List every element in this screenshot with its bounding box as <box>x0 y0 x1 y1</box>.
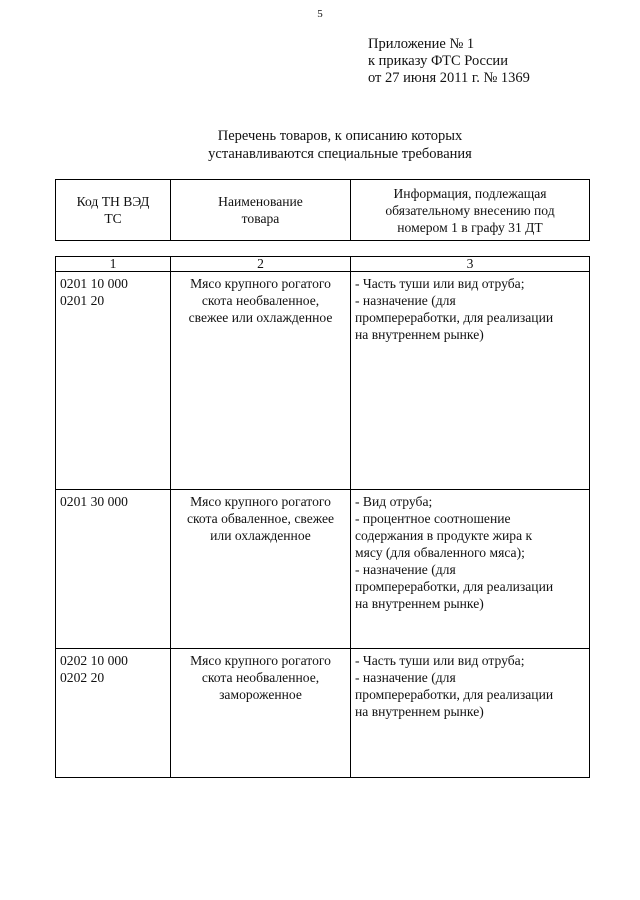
name-text: свежее или охлажденное <box>188 310 333 325</box>
code-text: 0201 30 000 <box>60 494 128 509</box>
info-text: содержания в продукте жира к <box>355 528 533 543</box>
header-name <box>171 180 351 241</box>
header-code <box>56 180 171 241</box>
appendix-block <box>368 36 530 87</box>
header-row <box>56 180 590 241</box>
column-number: 1 <box>56 257 171 272</box>
page-number: 5 <box>317 8 323 20</box>
info-text: промпереработки, для реализации <box>355 579 554 594</box>
info-text: на внутреннем рынке) <box>355 596 484 611</box>
info-cell <box>351 272 590 490</box>
header-text: Информация, подлежащая <box>393 185 547 201</box>
name-cell <box>171 490 351 649</box>
code-text: 0201 20 <box>60 293 105 308</box>
table-row <box>56 490 590 649</box>
appendix-line: Приложение № 1 <box>368 36 475 52</box>
name-text: замороженное <box>219 687 302 702</box>
name-text: Мясо крупного рогатого <box>190 276 331 291</box>
info-text: - процентное соотношение <box>355 511 511 526</box>
info-text: - назначение (для <box>355 562 456 577</box>
info-text: промпереработки, для реализации <box>355 310 554 325</box>
header-text: обязательному внесению под <box>385 202 555 218</box>
document-title <box>140 127 540 163</box>
info-text: - Часть туши или вид отруба; <box>355 653 525 668</box>
code-cell <box>56 272 171 490</box>
code-text: 0202 20 <box>60 670 105 685</box>
name-text: или охлажденное <box>210 528 311 543</box>
header-info <box>351 180 590 241</box>
header-table <box>55 179 590 241</box>
name-text: Мясо крупного рогатого <box>190 494 331 509</box>
info-text: - Вид отруба; <box>355 494 433 509</box>
info-text: - назначение (для <box>355 670 456 685</box>
column-number: 2 <box>171 257 351 272</box>
name-cell <box>171 272 351 490</box>
code-cell <box>56 490 171 649</box>
column-number-row <box>56 257 590 272</box>
name-cell <box>171 649 351 778</box>
info-text: на внутреннем рынке) <box>355 327 484 342</box>
info-text: мясу (для обваленного мяса); <box>355 545 525 560</box>
goods-table <box>55 256 590 778</box>
name-text: скота обваленное, свежее <box>186 511 335 526</box>
header-text: ТС <box>104 211 122 226</box>
name-text: скота необваленное, <box>201 670 320 685</box>
info-text: промпереработки, для реализации <box>355 687 554 702</box>
appendix-line: от 27 июня 2011 г. № 1369 <box>368 70 530 86</box>
title-line: устанавливаются специальные требования <box>208 146 472 162</box>
code-text: 0201 10 000 <box>60 276 128 291</box>
info-text: - Часть туши или вид отруба; <box>355 276 525 291</box>
code-cell <box>56 649 171 778</box>
header-text: Наименование <box>218 194 303 209</box>
info-text: на внутреннем рынке) <box>355 704 484 719</box>
header-text: номером 1 в графу 31 ДТ <box>397 219 543 235</box>
column-number: 3 <box>351 257 590 272</box>
name-text: скота необваленное, <box>201 293 320 308</box>
title-line: Перечень товаров, к описанию которых <box>217 128 463 144</box>
header-text: товара <box>241 211 280 226</box>
appendix-line: к приказу ФТС России <box>368 53 508 69</box>
table-row <box>56 272 590 490</box>
code-text: 0202 10 000 <box>60 653 128 668</box>
table-row <box>56 649 590 778</box>
header-text: Код ТН ВЭД <box>76 194 150 209</box>
info-cell <box>351 649 590 778</box>
info-text: - назначение (для <box>355 293 456 308</box>
info-cell <box>351 490 590 649</box>
name-text: Мясо крупного рогатого <box>190 653 331 668</box>
